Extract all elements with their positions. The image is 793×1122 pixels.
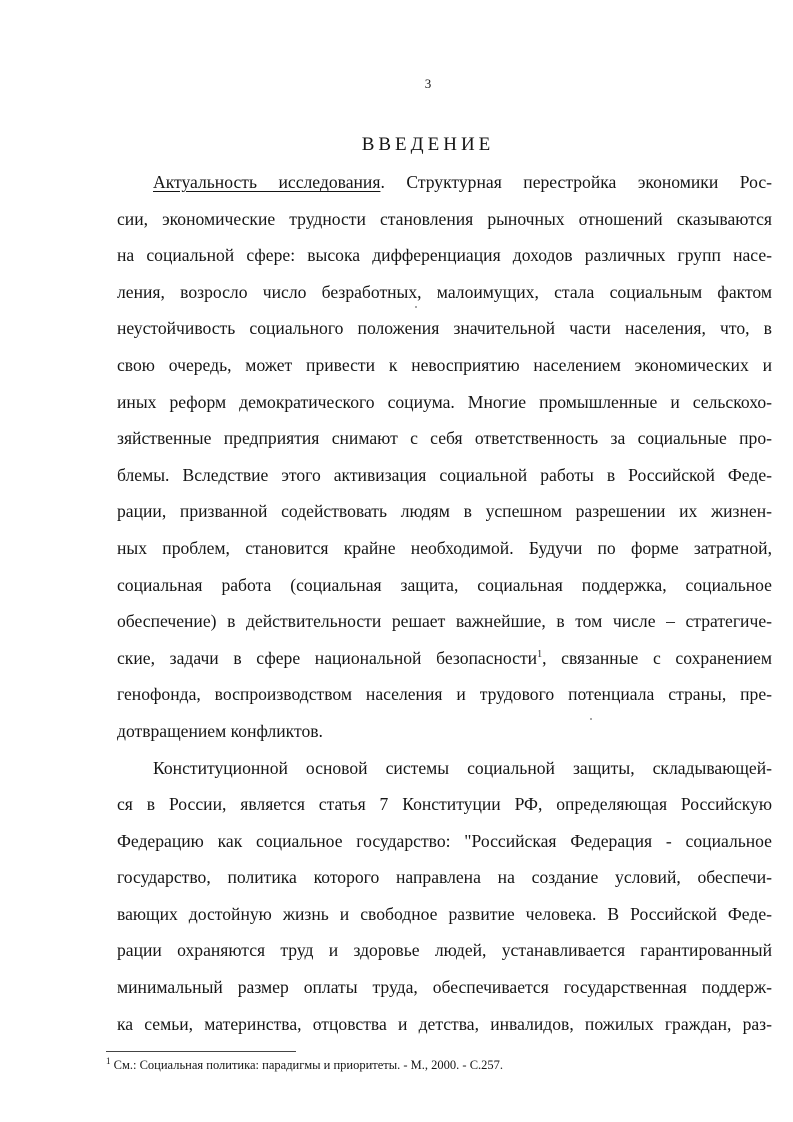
text-line: иных реформ демократического социума. Многие промышленные и сельскохо- bbox=[117, 391, 772, 412]
text-line: генофонда, воспроизводством населения и трудового потенциала страны, пре- bbox=[117, 684, 772, 705]
text-line: дотвращением конфликтов. bbox=[117, 720, 323, 741]
text-line: Актуальность исследования. Структурная перестройка экономики Рос- bbox=[153, 172, 773, 192]
text-line: на социальной сфере: высока дифференциация доходов различных групп насе- bbox=[117, 245, 772, 266]
text-line: обеспечение) в действительности решает важнейшие, в том числе – стратегиче- bbox=[117, 611, 772, 632]
text-line: Федерацию как социальное государство: "Российская Федерация - социальное bbox=[117, 830, 772, 851]
text-line: ские, задачи в сфере национальной безопасности$^1$, связанные с сохранением bbox=[117, 647, 773, 668]
text-line: государство, политика которого направлена на создание условий, обеспечи- bbox=[117, 867, 772, 888]
text-line: минимальный размер оплаты труда, обеспечивается государственная поддерж- bbox=[117, 977, 772, 998]
text-line: сии, экономические трудности становления рыночных отношений сказываются bbox=[117, 208, 772, 229]
lead-phrase: Актуальность исследования bbox=[153, 172, 381, 192]
footnote-marker: 1 bbox=[106, 1056, 111, 1066]
text-line: социальная работа (социальная защита, социальная поддержка, социальное bbox=[117, 574, 772, 595]
text-line: зяйственные предприятия снимают с себя ответственность за социальные про- bbox=[117, 428, 772, 449]
text-line: рации, призванной содействовать людям в успешном разрешении их жизнен- bbox=[117, 501, 772, 522]
footnote-ref[interactable]: 1 bbox=[537, 648, 543, 660]
text-line: вающих достойную жизнь и свободное развитие человека. В Российской Феде- bbox=[117, 903, 772, 924]
text-line: Конституционной основой системы социальной защиты, складывающей- bbox=[153, 757, 772, 778]
text-line: ка семьи, материнства, отцовства и детства, инвалидов, пожилых граждан, раз- bbox=[117, 1013, 772, 1034]
section-heading: ВВЕДЕНИЕ bbox=[361, 134, 495, 155]
body-text bbox=[117, 164, 772, 1042]
footnote-text: См.: Социальная политика: парадигмы и приоритеты. - М., 2000. - С.257. bbox=[110, 1058, 504, 1072]
text-line: ления, возросло число безработных, малоимущих, стала социальным фактом bbox=[117, 281, 772, 302]
text-line: неустойчивость социального положения значительной части населения, что, в bbox=[117, 318, 772, 339]
scan-speck bbox=[415, 306, 417, 308]
footnote-rule bbox=[106, 1051, 296, 1052]
text-line: свою очередь, может привести к невосприятию населением экономических и bbox=[117, 354, 772, 375]
footnote bbox=[106, 1058, 503, 1073]
text-line: ных проблем, становится крайне необходимой. Будучи по форме затратной, bbox=[117, 537, 772, 558]
text-line: блемы. Вследствие этого активизация социальной работы в Российской Феде- bbox=[117, 464, 772, 485]
text-line: рации охраняются труд и здоровье людей, устанавливается гарантированный bbox=[117, 940, 772, 961]
page-number: 3 bbox=[424, 76, 432, 91]
scan-speck bbox=[590, 718, 592, 720]
text-line: ся в России, является статья 7 Конституции РФ, определяющая Российскую bbox=[117, 794, 772, 815]
